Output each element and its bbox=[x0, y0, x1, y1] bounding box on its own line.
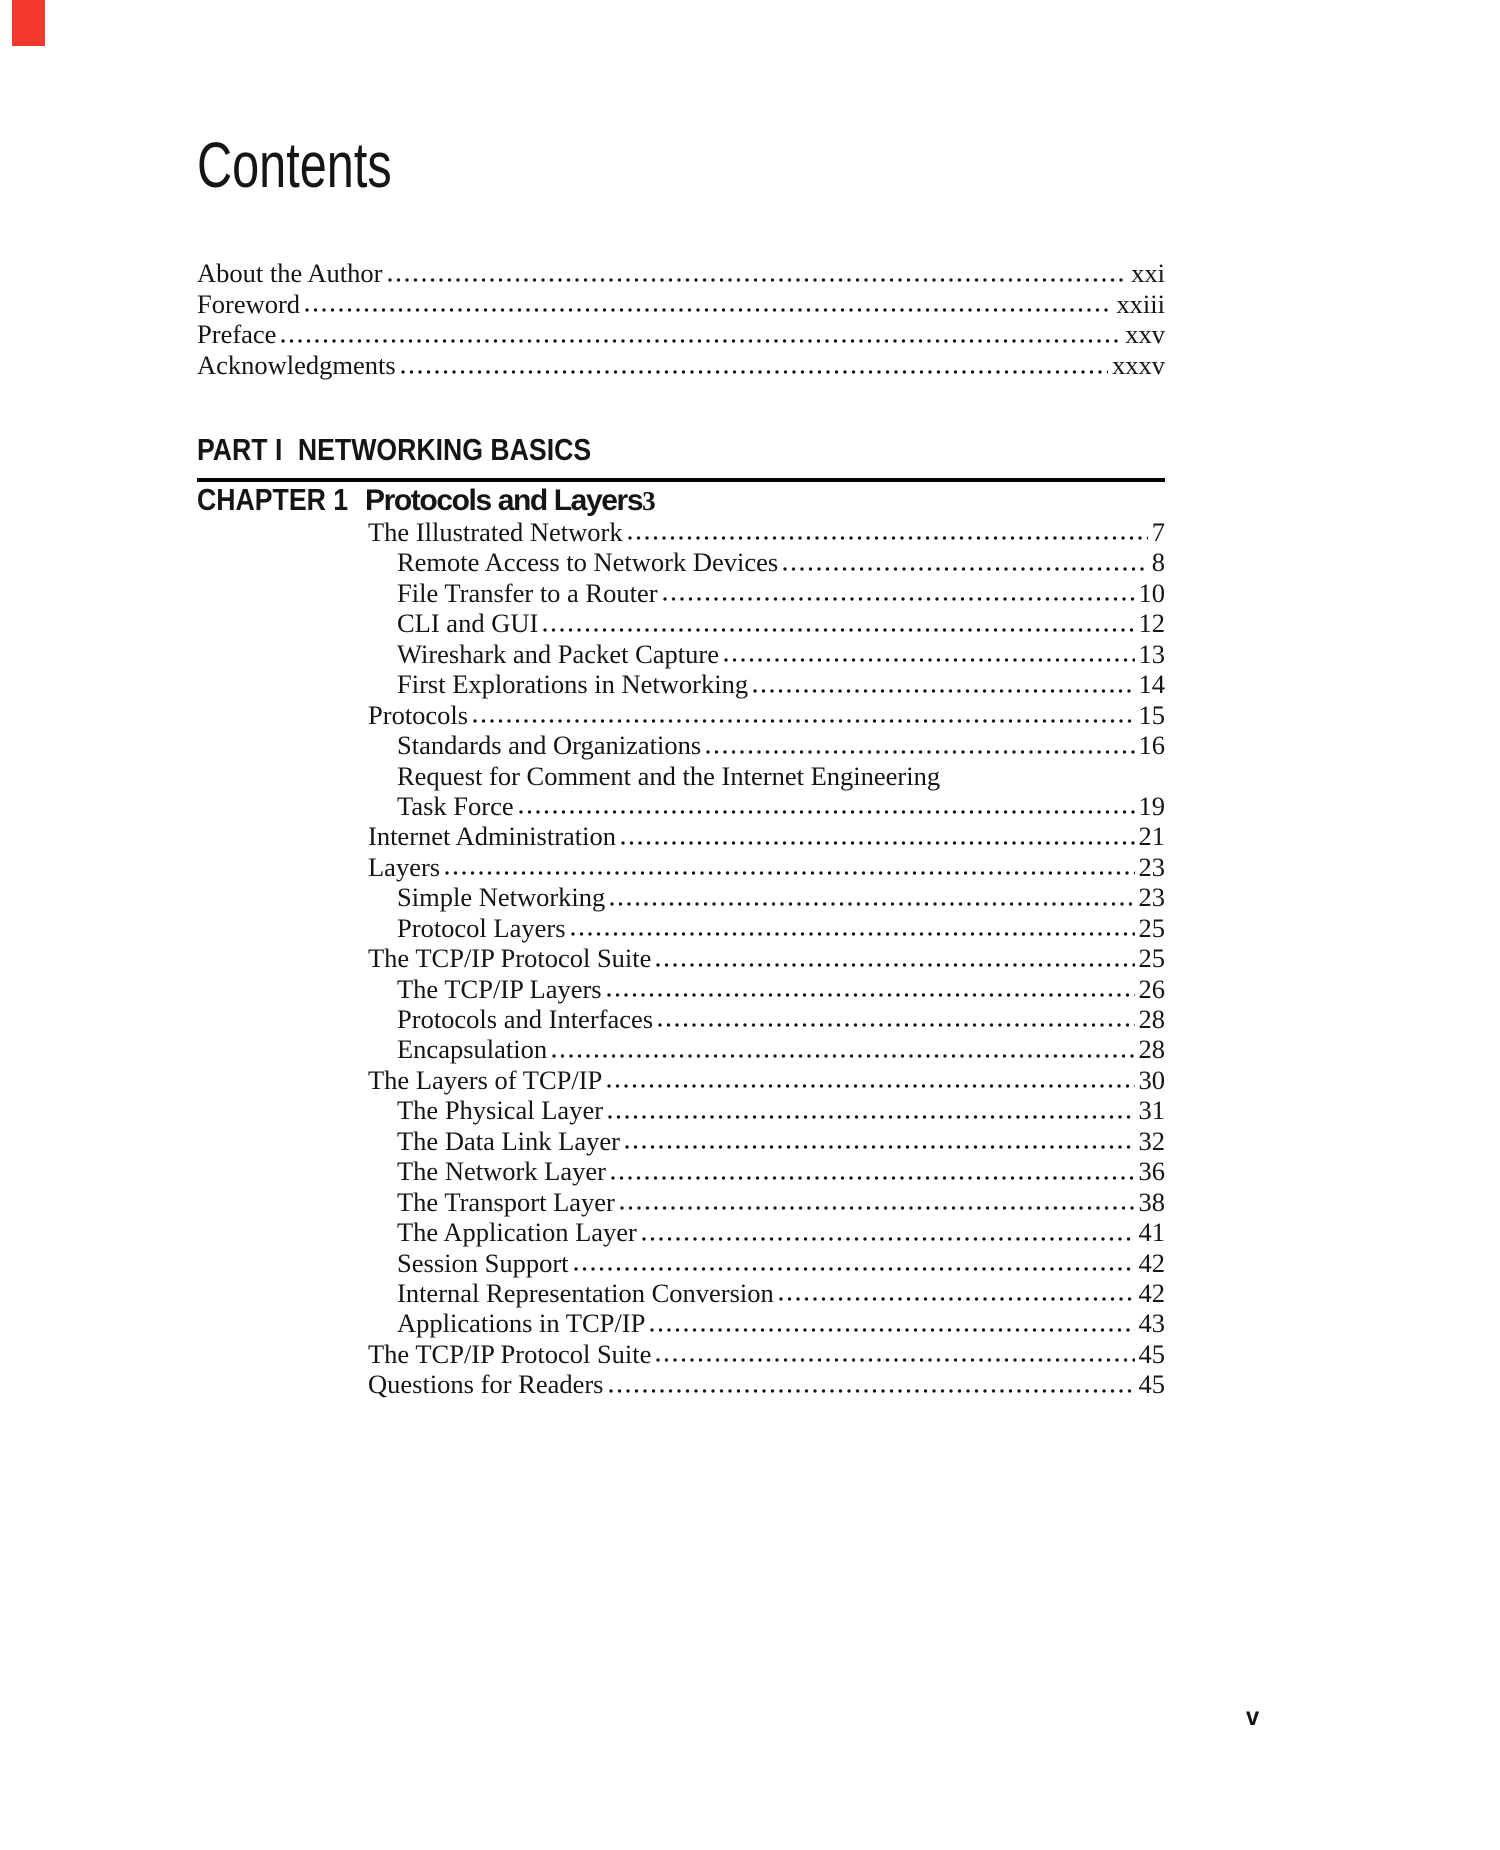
dot-leader bbox=[445, 871, 1134, 875]
page-number: 21 bbox=[1138, 821, 1165, 852]
page-number: 32 bbox=[1138, 1125, 1165, 1156]
entry-label: First Explorations in Networking bbox=[397, 669, 749, 700]
page-number: 7 bbox=[1151, 517, 1165, 547]
dot-leader bbox=[663, 597, 1135, 601]
entry-label: The Layers of TCP/IP bbox=[368, 1064, 603, 1095]
dot-leader bbox=[621, 841, 1134, 845]
entry-label: Applications in TCP/IP bbox=[397, 1308, 646, 1339]
page-number: 14 bbox=[1138, 669, 1165, 700]
entry-label: About the Author bbox=[197, 258, 383, 288]
entry-label: Standards and Organizations bbox=[397, 730, 702, 761]
toc-entry-row bbox=[368, 1187, 1165, 1217]
page-number: 42 bbox=[1138, 1277, 1165, 1308]
toc-entry-row bbox=[368, 1004, 1165, 1034]
toc-entry-row bbox=[368, 608, 1165, 638]
dot-leader bbox=[574, 1267, 1135, 1271]
page-number: 23 bbox=[1138, 851, 1165, 882]
entry-label: The Data Link Layer bbox=[397, 1125, 620, 1156]
page-number: 31 bbox=[1138, 1095, 1165, 1126]
front-matter-row bbox=[197, 258, 1165, 289]
toc-entry-row bbox=[368, 882, 1165, 912]
page-number: 43 bbox=[1138, 1308, 1165, 1339]
folio-page-number: v bbox=[1246, 1703, 1260, 1731]
entry-label: Preface bbox=[197, 319, 277, 350]
red-bookmark-marker bbox=[12, 0, 45, 46]
dot-leader bbox=[571, 932, 1135, 936]
page-number: 12 bbox=[1138, 608, 1165, 639]
toc-entry-row bbox=[368, 1278, 1165, 1308]
entry-label: The Application Layer bbox=[397, 1217, 637, 1248]
toc-entry-row bbox=[368, 547, 1165, 577]
entry-label: Protocols and Interfaces bbox=[397, 1004, 654, 1034]
dot-leader bbox=[706, 750, 1134, 754]
dot-leader bbox=[658, 1023, 1134, 1027]
page-number: 42 bbox=[1138, 1247, 1165, 1278]
entry-label: Simple Networking bbox=[397, 882, 606, 913]
entry-label: Protocol Layers bbox=[397, 912, 566, 943]
toc-entry-row bbox=[368, 1095, 1165, 1125]
entry-label: The Network Layer bbox=[397, 1156, 606, 1187]
entry-label: CLI and GUI bbox=[397, 608, 539, 639]
toc-entry-row bbox=[368, 1034, 1165, 1064]
toc-entry-row bbox=[368, 1156, 1165, 1186]
toc-entry-row bbox=[368, 913, 1165, 943]
dot-leader bbox=[388, 278, 1128, 282]
toc-entry-row bbox=[368, 974, 1165, 1004]
toc-entry-row bbox=[368, 791, 1165, 821]
toc-entry-row bbox=[368, 700, 1165, 730]
dot-leader bbox=[724, 658, 1135, 662]
dot-leader bbox=[779, 1297, 1135, 1301]
entry-label: Remote Access to Network Devices bbox=[397, 547, 779, 578]
dot-leader bbox=[543, 628, 1134, 632]
page-number: 26 bbox=[1138, 973, 1165, 1004]
dot-leader bbox=[608, 1115, 1134, 1119]
dot-leader bbox=[610, 902, 1134, 906]
part-title: NETWORKING BASICS bbox=[297, 432, 592, 467]
toc-entry-row bbox=[368, 1126, 1165, 1156]
entry-label: The TCP/IP Protocol Suite bbox=[368, 943, 652, 974]
page-number: 13 bbox=[1138, 638, 1165, 669]
dot-leader bbox=[473, 719, 1134, 723]
entry-label: The TCP/IP Layers bbox=[397, 973, 602, 1004]
dot-leader bbox=[552, 1054, 1134, 1058]
page-number: xxv bbox=[1125, 319, 1165, 350]
page-number: 25 bbox=[1138, 943, 1165, 974]
entry-label: The Physical Layer bbox=[397, 1095, 604, 1126]
page-number: 36 bbox=[1138, 1156, 1165, 1187]
page-number: xxi bbox=[1131, 258, 1165, 288]
entry-label: The Transport Layer bbox=[397, 1186, 615, 1217]
entry-label: Encapsulation bbox=[397, 1034, 548, 1065]
part-heading-block bbox=[197, 432, 1165, 482]
part-heading bbox=[197, 432, 1029, 468]
page-number: 30 bbox=[1138, 1064, 1165, 1095]
dot-leader bbox=[401, 370, 1108, 374]
entry-label: Request for Comment and the Internet Engineering bbox=[397, 760, 941, 791]
page-number: 38 bbox=[1138, 1186, 1165, 1217]
dot-leader bbox=[281, 339, 1121, 343]
page-number: 41 bbox=[1138, 1217, 1165, 1248]
chapter-label: CHAPTER 1 bbox=[197, 482, 349, 517]
dot-leader bbox=[620, 1206, 1135, 1210]
toc-entry-row bbox=[368, 1217, 1165, 1247]
page-number: 45 bbox=[1138, 1369, 1165, 1400]
dot-leader bbox=[753, 689, 1134, 693]
toc-entry-row bbox=[368, 1308, 1165, 1338]
entry-label: The TCP/IP Protocol Suite bbox=[368, 1338, 652, 1369]
toc-entry-row bbox=[368, 821, 1165, 851]
page-title: Contents bbox=[197, 129, 392, 201]
page-number: xxiii bbox=[1116, 288, 1165, 319]
dot-leader bbox=[783, 567, 1148, 571]
page-number: 28 bbox=[1138, 1034, 1165, 1065]
toc-entry-row bbox=[368, 578, 1165, 608]
toc-entry-row bbox=[368, 943, 1165, 973]
dot-leader bbox=[519, 810, 1135, 814]
front-matter-row bbox=[197, 319, 1165, 350]
dot-leader bbox=[609, 1389, 1135, 1393]
front-matter-row bbox=[197, 350, 1165, 381]
entry-label: Protocols bbox=[368, 699, 469, 730]
dot-leader bbox=[607, 1084, 1134, 1088]
page-number: 23 bbox=[1138, 882, 1165, 913]
dot-leader bbox=[607, 993, 1135, 997]
toc-entry-row bbox=[368, 761, 1165, 791]
chapter-page-number: 3 bbox=[642, 486, 656, 516]
dot-leader bbox=[656, 963, 1134, 967]
entry-label: Wireshark and Packet Capture bbox=[397, 638, 719, 669]
toc-entry-row bbox=[368, 1369, 1165, 1399]
chapter-title: Protocols and Layers bbox=[365, 484, 643, 517]
page-number: 28 bbox=[1138, 1004, 1165, 1034]
dot-leader bbox=[656, 1358, 1134, 1362]
toc-entry-row bbox=[368, 1065, 1165, 1095]
entry-label: File Transfer to a Router bbox=[397, 577, 658, 608]
chapter-label-box bbox=[197, 482, 365, 524]
page-number: 8 bbox=[1151, 547, 1165, 578]
entry-label: Internet Administration bbox=[368, 821, 617, 852]
part-label: PART I bbox=[197, 432, 283, 467]
toc-entry-row bbox=[368, 669, 1165, 699]
toc-entry-row bbox=[368, 730, 1165, 760]
entry-label: The Illustrated Network bbox=[368, 517, 623, 547]
toc-entry-row bbox=[368, 1339, 1165, 1369]
entry-label: Session Support bbox=[397, 1247, 569, 1278]
entry-label: Task Force bbox=[397, 790, 514, 821]
page-number: 15 bbox=[1138, 699, 1165, 730]
front-matter-list bbox=[197, 258, 1165, 381]
toc-entry-row bbox=[368, 517, 1165, 547]
toc-entry-row bbox=[368, 852, 1165, 882]
page-number: xxxv bbox=[1112, 350, 1165, 381]
entry-label: Layers bbox=[368, 851, 441, 882]
page-number: 25 bbox=[1138, 912, 1165, 943]
dot-leader bbox=[650, 1328, 1134, 1332]
dot-leader bbox=[625, 1145, 1135, 1149]
page-number: 16 bbox=[1138, 730, 1165, 761]
chapter-entries-list bbox=[368, 517, 1165, 1400]
toc-entry-row bbox=[368, 639, 1165, 669]
toc-entry-row bbox=[368, 1248, 1165, 1278]
page-number: 45 bbox=[1138, 1338, 1165, 1369]
dot-leader bbox=[305, 308, 1112, 312]
entry-label: Foreword bbox=[197, 288, 301, 319]
dot-leader bbox=[628, 536, 1148, 540]
entry-label: Internal Representation Conversion bbox=[397, 1277, 774, 1308]
dot-leader bbox=[642, 1237, 1135, 1241]
dot-leader bbox=[611, 1176, 1135, 1180]
entry-label: Questions for Readers bbox=[368, 1369, 604, 1400]
page-number: 10 bbox=[1138, 577, 1165, 608]
front-matter-row bbox=[197, 289, 1165, 320]
page-number: 19 bbox=[1138, 790, 1165, 821]
entry-label: Acknowledgments bbox=[197, 350, 396, 381]
